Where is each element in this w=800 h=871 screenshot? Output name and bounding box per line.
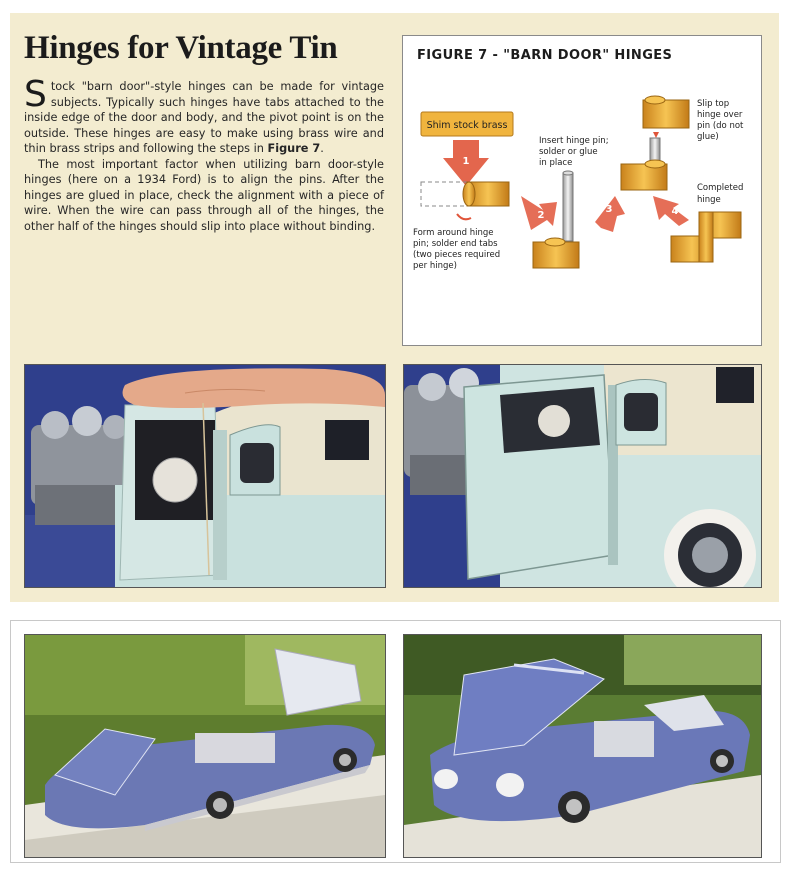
form-arrow-icon — [457, 214, 471, 219]
photo-convertible-side — [24, 634, 386, 858]
photo-convertible-front — [403, 634, 762, 858]
paragraph-2: The most important factor when utilizing barn door-style hinges (here on a 1934 Ford) is to align the pins. After the hinges are glued in place, check the alignment with a piece of wire. When the wire can pass through all of the hinges, the other half of the hinges should slip into place without binding. — [24, 157, 384, 233]
svg-text:Shim stock brass: Shim stock brass — [426, 120, 508, 131]
formed-hinge-icon — [463, 182, 509, 206]
insert-caption: Insert hinge pin; solder or glue in place — [539, 136, 609, 168]
hinge-with-pin-icon — [533, 238, 579, 268]
form-caption: Form around hinge pin; solder end tabs (two pieces required per hinge) — [413, 228, 501, 271]
engine-detail — [31, 406, 127, 525]
step-4-arrow — [653, 196, 689, 226]
step-3-arrow — [595, 196, 625, 232]
shim-stock-label — [421, 112, 513, 136]
step-2-arrow — [521, 196, 557, 230]
photo-hinge-alignment — [24, 364, 386, 588]
photo-door-open — [403, 364, 762, 588]
hinge-steps-illustration — [403, 36, 761, 345]
svg-text:3: 3 — [605, 204, 613, 215]
paragraph-1-text: tock "barn door"-style hinges can be made for vintage subjects. Typically such hinges have tabs attached to the inside edge of the door and body, and the pivot point is on the outside. These hinges are easy to make using brass wire and thin brass strips and following the steps in — [24, 80, 384, 155]
hinge-pin-icon — [563, 171, 573, 250]
dashed-outline — [421, 182, 469, 206]
figure-reference: Figure 7 — [267, 142, 321, 155]
svg-text:1: 1 — [462, 156, 470, 167]
slip-caption: Slip top hinge over pin (do not glue) — [697, 99, 744, 142]
figure-title: FIGURE 7 - "BARN DOOR" HINGES — [417, 48, 673, 63]
bottom-hinge-with-pin-icon — [621, 138, 667, 190]
completed-caption: Completed hinge — [697, 183, 744, 205]
step-1-arrow — [443, 140, 489, 186]
paragraph-1 — [24, 74, 384, 157]
top-hinge-icon — [643, 96, 689, 138]
svg-text:2: 2 — [537, 210, 545, 221]
article-title: Hinges for Vintage Tin — [24, 30, 338, 66]
svg-text:4: 4 — [671, 206, 679, 217]
figure-7-diagram — [402, 35, 762, 346]
drop-cap: S — [24, 74, 47, 115]
article-body — [24, 74, 384, 234]
paragraph-1-end: . — [320, 142, 324, 155]
